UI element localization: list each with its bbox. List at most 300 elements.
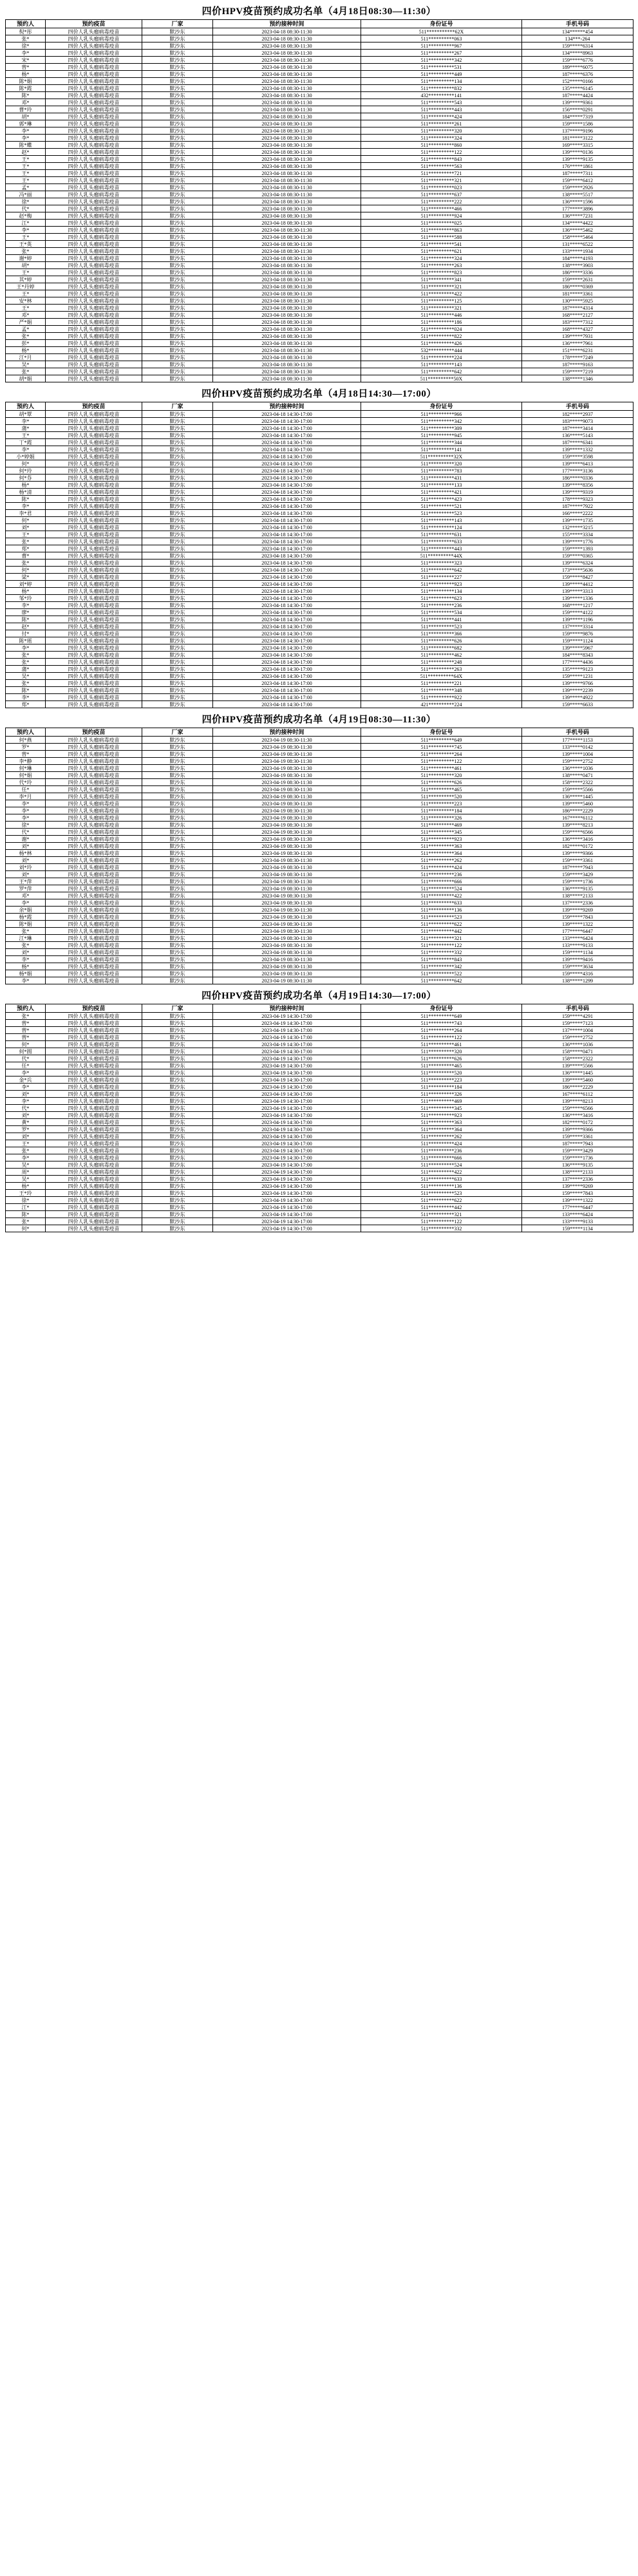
cell-manufacturer: 默沙东 <box>142 581 213 588</box>
cell-manufacturer: 默沙东 <box>142 191 213 198</box>
cell-id-number: 511**********321 <box>361 1211 522 1218</box>
cell-id-number: 511**********588 <box>361 234 522 241</box>
cell-name: 王* <box>6 170 46 177</box>
cell-manufacturer: 默沙东 <box>142 64 213 71</box>
cell-name: 刘* <box>6 949 46 956</box>
cell-phone: 137*****9196 <box>522 127 633 135</box>
cell-time: 2023-04-18 14:30-17:00 <box>213 418 361 425</box>
table-row <box>6 482 633 489</box>
cell-manufacturer: 默沙东 <box>142 1197 213 1204</box>
cell-id-number: 511**********633 <box>361 1176 522 1183</box>
cell-vaccine: 四价人乳头瘤病毒疫苗 <box>46 637 142 644</box>
cell-manufacturer: 默沙东 <box>142 42 213 50</box>
cell-id-number: 511**********523 <box>361 623 522 630</box>
cell-time: 2023-04-18 08:30-11:30 <box>213 198 361 205</box>
cell-vaccine: 四价人乳头瘤病毒疫苗 <box>46 1140 142 1147</box>
cell-vaccine: 四价人乳头瘤病毒疫苗 <box>46 1211 142 1218</box>
cell-name: 杨* <box>6 588 46 595</box>
cell-phone: 159*****6633 <box>522 701 633 708</box>
cell-phone: 139*****1322 <box>522 921 633 928</box>
cell-id-number: 511**********134 <box>361 78 522 85</box>
cell-id-number: 511**********465 <box>361 1062 522 1069</box>
cell-name: 刘* <box>6 857 46 864</box>
cell-time: 2023-04-18 14:30-17:00 <box>213 595 361 602</box>
cell-time: 2023-04-19 14:30-17:00 <box>213 1183 361 1190</box>
cell-vaccine: 四价人乳头瘤病毒疫苗 <box>46 1133 142 1140</box>
cell-manufacturer: 默沙东 <box>142 559 213 567</box>
cell-vaccine: 四价人乳头瘤病毒疫苗 <box>46 574 142 581</box>
cell-vaccine: 四价人乳头瘤病毒疫苗 <box>46 694 142 701</box>
cell-vaccine: 四价人乳头瘤病毒疫苗 <box>46 1154 142 1161</box>
cell-phone: 159*****1736 <box>522 878 633 885</box>
cell-name: 张* <box>6 333 46 340</box>
cell-manufacturer: 默沙东 <box>142 1204 213 1211</box>
cell-time: 2023-04-18 08:30-11:30 <box>213 177 361 184</box>
cell-vaccine: 四价人乳头瘤病毒疫苗 <box>46 1190 142 1197</box>
cell-phone: 159*****7219 <box>522 368 633 375</box>
table-row <box>6 312 633 319</box>
cell-manufacturer: 默沙东 <box>142 57 213 64</box>
cell-time: 2023-04-18 08:30-11:30 <box>213 290 361 297</box>
cell-manufacturer: 默沙东 <box>142 871 213 878</box>
table-row <box>6 1027 633 1034</box>
cell-manufacturer: 默沙东 <box>142 340 213 347</box>
cell-phone: 159*****2752 <box>522 1034 633 1041</box>
cell-vaccine: 四价人乳头瘤病毒疫苗 <box>46 857 142 864</box>
cell-time: 2023-04-19 14:30-17:00 <box>213 1020 361 1027</box>
table-row <box>6 687 633 694</box>
table-row <box>6 807 633 814</box>
vaccine-section <box>0 386 638 708</box>
cell-manufacturer: 默沙东 <box>142 347 213 354</box>
table-row <box>6 460 633 467</box>
table-row <box>6 524 633 531</box>
cell-id-number: 511**********264 <box>361 1027 522 1034</box>
cell-name: 王* <box>6 305 46 312</box>
cell-time: 2023-04-18 08:30-11:30 <box>213 262 361 269</box>
table-row <box>6 786 633 793</box>
table-row <box>6 949 633 956</box>
cell-manufacturer: 默沙东 <box>142 864 213 871</box>
table-row <box>6 652 633 659</box>
cell-name: 李* <box>6 446 46 453</box>
cell-name: 何*燕 <box>6 737 46 744</box>
cell-name: 王*萍 <box>6 878 46 885</box>
cell-manufacturer: 默沙东 <box>142 680 213 687</box>
cell-phone: 134*****4422 <box>522 220 633 227</box>
cell-phone: 139*****8213 <box>522 1098 633 1105</box>
table-row <box>6 779 633 786</box>
cell-id-number: 511**********184 <box>361 807 522 814</box>
cell-manufacturer: 默沙东 <box>142 751 213 758</box>
cell-name: 代* <box>6 1105 46 1112</box>
cell-name: 郭*琳 <box>6 120 46 127</box>
cell-phone: 139*****2239 <box>522 687 633 694</box>
cell-vaccine: 四价人乳头瘤病毒疫苗 <box>46 977 142 984</box>
cell-name: 陈* <box>6 687 46 694</box>
table-row <box>6 510 633 517</box>
cell-phone: 138*****2133 <box>522 892 633 899</box>
cell-manufacturer: 默沙东 <box>142 106 213 113</box>
cell-phone: 177*****3136 <box>522 467 633 475</box>
cell-phone: 177*****6447 <box>522 1204 633 1211</box>
cell-phone: 159*****6566 <box>522 829 633 836</box>
cell-name: 李* <box>6 644 46 652</box>
table-row <box>6 425 633 432</box>
cell-phone: 136*****9135 <box>522 885 633 892</box>
cell-id-number: 511**********633 <box>361 538 522 545</box>
cell-vaccine: 四价人乳头瘤病毒疫苗 <box>46 652 142 659</box>
cell-vaccine: 四价人乳头瘤病毒疫苗 <box>46 113 142 120</box>
cell-time: 2023-04-19 08:30-11:30 <box>213 963 361 970</box>
cell-id-number: 511**********236 <box>361 1147 522 1154</box>
cell-id-number: 511**********465 <box>361 786 522 793</box>
cell-name: 陈*娟 <box>6 78 46 85</box>
cell-vaccine: 四价人乳头瘤病毒疫苗 <box>46 680 142 687</box>
cell-name: 谢*婷 <box>6 255 46 262</box>
cell-id-number: 511**********860 <box>361 142 522 149</box>
cell-time: 2023-04-19 14:30-17:00 <box>213 1027 361 1034</box>
cell-id-number: 511**********321 <box>361 935 522 942</box>
cell-time: 2023-04-18 08:30-11:30 <box>213 35 361 42</box>
cell-time: 2023-04-18 08:30-11:30 <box>213 312 361 319</box>
cell-vaccine: 四价人乳头瘤病毒疫苗 <box>46 248 142 255</box>
cell-id-number: 511**********923 <box>361 1112 522 1119</box>
cell-time: 2023-04-19 08:30-11:30 <box>213 942 361 949</box>
cell-vaccine: 四价人乳头瘤病毒疫苗 <box>46 829 142 836</box>
cell-phone: 168*****2127 <box>522 312 633 319</box>
cell-id-number: 511**********622 <box>361 1197 522 1204</box>
cell-phone: 159*****3361 <box>522 1133 633 1140</box>
table-row <box>6 432 633 439</box>
cell-manufacturer: 默沙东 <box>142 892 213 899</box>
cell-name: 赵* <box>6 149 46 156</box>
table-row <box>6 857 633 864</box>
cell-manufacturer: 默沙东 <box>142 1020 213 1027</box>
cell-time: 2023-04-18 08:30-11:30 <box>213 212 361 220</box>
cell-id-number: 511**********422 <box>361 1169 522 1176</box>
cell-vaccine: 四价人乳头瘤病毒疫苗 <box>46 177 142 184</box>
cell-time: 2023-04-18 08:30-11:30 <box>213 163 361 170</box>
cell-id-number: 511**********443 <box>361 106 522 113</box>
table-row <box>6 375 633 382</box>
table-row <box>6 361 633 368</box>
cell-phone: 139*****1776 <box>522 538 633 545</box>
cell-manufacturer: 默沙东 <box>142 149 213 156</box>
cell-id-number: 511**********649 <box>361 1013 522 1020</box>
table-row <box>6 283 633 290</box>
cell-manufacturer: 默沙东 <box>142 375 213 382</box>
cell-id-number: 511**********922 <box>361 694 522 701</box>
cell-name: 刘* <box>6 871 46 878</box>
section-title: 四价HPV疫苗预约成功名单（4月18日14:30—17:00） <box>202 389 436 399</box>
cell-name: 张* <box>6 659 46 666</box>
cell-id-number: 511**********721 <box>361 170 522 177</box>
cell-name: 罗* <box>6 744 46 751</box>
table-row <box>6 241 633 248</box>
table-row <box>6 453 633 460</box>
cell-name: 何* <box>6 517 46 524</box>
cell-id-number: 511**********832 <box>361 85 522 92</box>
cell-vaccine: 四价人乳头瘤病毒疫苗 <box>46 1084 142 1091</box>
cell-phone: 139*****8213 <box>522 822 633 829</box>
cell-name: 黄* <box>6 1119 46 1126</box>
cell-time: 2023-04-18 14:30-17:00 <box>213 524 361 531</box>
cell-name: 孟* <box>6 184 46 191</box>
cell-id-number: 511**********462 <box>361 652 522 659</box>
cell-vaccine: 四价人乳头瘤病毒疫苗 <box>46 595 142 602</box>
cell-name: 杨* <box>6 482 46 489</box>
table-row <box>6 354 633 361</box>
cell-id-number: 511**********342 <box>361 57 522 64</box>
cell-manufacturer: 默沙东 <box>142 184 213 191</box>
cell-name: 何*娟 <box>6 772 46 779</box>
cell-manufacturer: 默沙东 <box>142 418 213 425</box>
cell-id-number: 511**********945 <box>361 432 522 439</box>
table-row <box>6 970 633 977</box>
cell-phone: 139*****9269 <box>522 907 633 914</box>
cell-id-number: 511**********025 <box>361 220 522 227</box>
cell-manufacturer: 默沙东 <box>142 475 213 482</box>
cell-time: 2023-04-18 14:30-17:00 <box>213 602 361 609</box>
cell-id-number: 511**********626 <box>361 779 522 786</box>
cell-id-number: 511**********520 <box>361 1069 522 1076</box>
cell-time: 2023-04-19 14:30-17:00 <box>213 1204 361 1211</box>
cell-phone: 136*****7961 <box>522 340 633 347</box>
table-row <box>6 212 633 220</box>
cell-vaccine: 四价人乳头瘤病毒疫苗 <box>46 1147 142 1154</box>
cell-time: 2023-04-18 14:30-17:00 <box>213 652 361 659</box>
cell-phone: 187*****3414 <box>522 425 633 432</box>
table-row <box>6 57 633 64</box>
cell-name: 李* <box>6 814 46 822</box>
cell-manufacturer: 默沙东 <box>142 297 213 305</box>
table-header-row <box>6 1004 633 1013</box>
cell-manufacturer: 默沙东 <box>142 227 213 234</box>
cell-phone: 138*****3903 <box>522 262 633 269</box>
cell-vaccine: 四价人乳头瘤病毒疫苗 <box>46 255 142 262</box>
cell-time: 2023-04-19 14:30-17:00 <box>213 1169 361 1176</box>
cell-manufacturer: 默沙东 <box>142 467 213 475</box>
cell-id-number: 511**********823 <box>361 269 522 276</box>
cell-name: 代* <box>6 205 46 212</box>
cell-manufacturer: 默沙东 <box>142 1218 213 1225</box>
cell-manufacturer: 默沙东 <box>142 644 213 652</box>
cell-time: 2023-04-18 08:30-11:30 <box>213 205 361 212</box>
table-row <box>6 737 633 744</box>
cell-phone: 186*****2229 <box>522 807 633 814</box>
cell-time: 2023-04-19 08:30-11:30 <box>213 935 361 942</box>
cell-vaccine: 四价人乳头瘤病毒疫苗 <box>46 340 142 347</box>
cell-manufacturer: 默沙东 <box>142 857 213 864</box>
cell-manufacturer: 默沙东 <box>142 326 213 333</box>
table-row <box>6 1098 633 1105</box>
cell-time: 2023-04-19 08:30-11:30 <box>213 829 361 836</box>
cell-vaccine: 四价人乳头瘤病毒疫苗 <box>46 1069 142 1076</box>
cell-time: 2023-04-19 14:30-17:00 <box>213 1126 361 1133</box>
table-row <box>6 113 633 120</box>
cell-phone: 187*****6376 <box>522 71 633 78</box>
cell-phone: 187*****7922 <box>522 503 633 510</box>
cell-vaccine: 四价人乳头瘤病毒疫苗 <box>46 305 142 312</box>
cell-name: 杨* <box>6 1183 46 1190</box>
cell-id-number: 511**********223 <box>361 1076 522 1084</box>
cell-time: 2023-04-19 08:30-11:30 <box>213 871 361 878</box>
table-row <box>6 1140 633 1147</box>
cell-name: 倪*彤 <box>6 28 46 35</box>
cell-name: 徐* <box>6 42 46 50</box>
cell-manufacturer: 默沙东 <box>142 170 213 177</box>
cell-vaccine: 四价人乳头瘤病毒疫苗 <box>46 899 142 907</box>
cell-time: 2023-04-18 08:30-11:30 <box>213 333 361 340</box>
table-row <box>6 1197 633 1204</box>
cell-phone: 168*****4327 <box>522 326 633 333</box>
cell-manufacturer: 默沙东 <box>142 793 213 800</box>
cell-phone: 159*****2752 <box>522 758 633 765</box>
cell-phone: 186*****0336 <box>522 475 633 482</box>
table-row <box>6 595 633 602</box>
cell-time: 2023-04-19 14:30-17:00 <box>213 1084 361 1091</box>
cell-id-number: 511**********426 <box>361 340 522 347</box>
cell-time: 2023-04-19 08:30-11:30 <box>213 800 361 807</box>
cell-vaccine: 四价人乳头瘤病毒疫苗 <box>46 57 142 64</box>
cell-vaccine: 四价人乳头瘤病毒疫苗 <box>46 1204 142 1211</box>
cell-id-number: 511**********364 <box>361 1126 522 1133</box>
cell-phone: 187*****7943 <box>522 864 633 871</box>
cell-manufacturer: 默沙东 <box>142 50 213 57</box>
cell-manufacturer: 默沙东 <box>142 666 213 673</box>
table-row <box>6 907 633 914</box>
table-row <box>6 467 633 475</box>
cell-manufacturer: 默沙东 <box>142 368 213 375</box>
cell-vaccine: 四价人乳头瘤病毒疫苗 <box>46 531 142 538</box>
cell-phone: 158*****2322 <box>522 1055 633 1062</box>
cell-name: 江* <box>6 1204 46 1211</box>
cell-vaccine: 四价人乳头瘤病毒疫苗 <box>46 885 142 892</box>
cell-vaccine: 四价人乳头瘤病毒疫苗 <box>46 616 142 623</box>
cell-id-number: 511**********143 <box>361 517 522 524</box>
table-row <box>6 800 633 807</box>
table-row <box>6 1076 633 1084</box>
cell-id-number: 511**********563 <box>361 163 522 170</box>
cell-name: 丁*霞 <box>6 439 46 446</box>
table-row <box>6 602 633 609</box>
cell-name: 曾* <box>6 1020 46 1027</box>
cell-name: 李* <box>6 977 46 984</box>
cell-id-number: 511**********626 <box>361 1055 522 1062</box>
cell-manufacturer: 默沙东 <box>142 1084 213 1091</box>
cell-time: 2023-04-18 14:30-17:00 <box>213 510 361 517</box>
cell-vaccine: 四价人乳头瘤病毒疫苗 <box>46 630 142 637</box>
cell-vaccine: 四价人乳头瘤病毒疫苗 <box>46 127 142 135</box>
cell-manufacturer: 默沙东 <box>142 602 213 609</box>
cell-vaccine: 四价人乳头瘤病毒疫苗 <box>46 156 142 163</box>
cell-manufacturer: 默沙东 <box>142 758 213 765</box>
cell-time: 2023-04-18 14:30-17:00 <box>213 531 361 538</box>
cell-phone: 136*****9135 <box>522 1161 633 1169</box>
cell-time: 2023-04-18 08:30-11:30 <box>213 71 361 78</box>
cell-id-number: 511**********262 <box>361 857 522 864</box>
cell-name: 杨*林 <box>6 850 46 857</box>
cell-id-number: 511**********136 <box>361 907 522 914</box>
cell-vaccine: 四价人乳头瘤病毒疫苗 <box>46 843 142 850</box>
cell-vaccine: 四价人乳头瘤病毒疫苗 <box>46 64 142 71</box>
cell-name: 张* <box>6 1147 46 1154</box>
column-header: 身份证号 <box>361 402 522 411</box>
cell-time: 2023-04-19 08:30-11:30 <box>213 836 361 843</box>
table-row <box>6 694 633 701</box>
table-row <box>6 1183 633 1190</box>
table-row <box>6 262 633 269</box>
cell-vaccine: 四价人乳头瘤病毒疫苗 <box>46 227 142 234</box>
cell-id-number: 511**********363 <box>361 1119 522 1126</box>
cell-id-number: 511**********024 <box>361 326 522 333</box>
cell-id-number: 511**********682 <box>361 644 522 652</box>
cell-phone: 137*****2336 <box>522 1176 633 1183</box>
cell-id-number: 511**********342 <box>361 418 522 425</box>
cell-vaccine: 四价人乳头瘤病毒疫苗 <box>46 99 142 106</box>
cell-name: 曾* <box>6 1034 46 1041</box>
cell-id-number: 511**********122 <box>361 942 522 949</box>
cell-name: 李* <box>6 227 46 234</box>
cell-phone: 152*****0166 <box>522 78 633 85</box>
cell-time: 2023-04-18 08:30-11:30 <box>213 184 361 191</box>
cell-name: 杨*清 <box>6 489 46 496</box>
table-row <box>6 503 633 510</box>
cell-name: 何*琳 <box>6 765 46 772</box>
cell-phone: 159*****3361 <box>522 857 633 864</box>
cell-vaccine: 四价人乳头瘤病毒疫苗 <box>46 1076 142 1084</box>
table-row <box>6 227 633 234</box>
cell-name: 张* <box>6 652 46 659</box>
cell-manufacturer: 默沙东 <box>142 276 213 283</box>
table-row <box>6 963 633 970</box>
cell-id-number: 511**********967 <box>361 42 522 50</box>
cell-manufacturer: 默沙东 <box>142 290 213 297</box>
table-row <box>6 871 633 878</box>
cell-phone: 159*****1134 <box>522 1225 633 1232</box>
cell-phone: 133*****0142 <box>522 744 633 751</box>
cell-vaccine: 四价人乳头瘤病毒疫苗 <box>46 326 142 333</box>
cell-phone: 181*****3122 <box>522 135 633 142</box>
table-row <box>6 446 633 453</box>
cell-manufacturer: 默沙东 <box>142 779 213 786</box>
cell-manufacturer: 默沙东 <box>142 489 213 496</box>
cell-phone: 139*****9361 <box>522 99 633 106</box>
cell-name: 王* <box>6 290 46 297</box>
cell-manufacturer: 默沙东 <box>142 1027 213 1034</box>
cell-vaccine: 四价人乳头瘤病毒疫苗 <box>46 28 142 35</box>
cell-name: 安*林 <box>6 297 46 305</box>
cell-phone: 137*****2336 <box>522 899 633 907</box>
cell-time: 2023-04-19 14:30-17:00 <box>213 1041 361 1048</box>
cell-phone: 139*****1332 <box>522 446 633 453</box>
table-row <box>6 220 633 227</box>
table-row <box>6 64 633 71</box>
cell-phone: 132*****3215 <box>522 524 633 531</box>
table-row <box>6 319 633 326</box>
cell-time: 2023-04-18 14:30-17:00 <box>213 475 361 482</box>
cell-time: 2023-04-19 14:30-17:00 <box>213 1105 361 1112</box>
cell-vaccine: 四价人乳头瘤病毒疫苗 <box>46 623 142 630</box>
cell-manufacturer: 默沙东 <box>142 623 213 630</box>
cell-id-number: 511**********223 <box>361 800 522 807</box>
cell-time: 2023-04-19 08:30-11:30 <box>213 765 361 772</box>
cell-name: 陈*娟 <box>6 921 46 928</box>
cell-time: 2023-04-19 14:30-17:00 <box>213 1112 361 1119</box>
cell-id-number: 511**********364 <box>361 850 522 857</box>
cell-manufacturer: 默沙东 <box>142 305 213 312</box>
